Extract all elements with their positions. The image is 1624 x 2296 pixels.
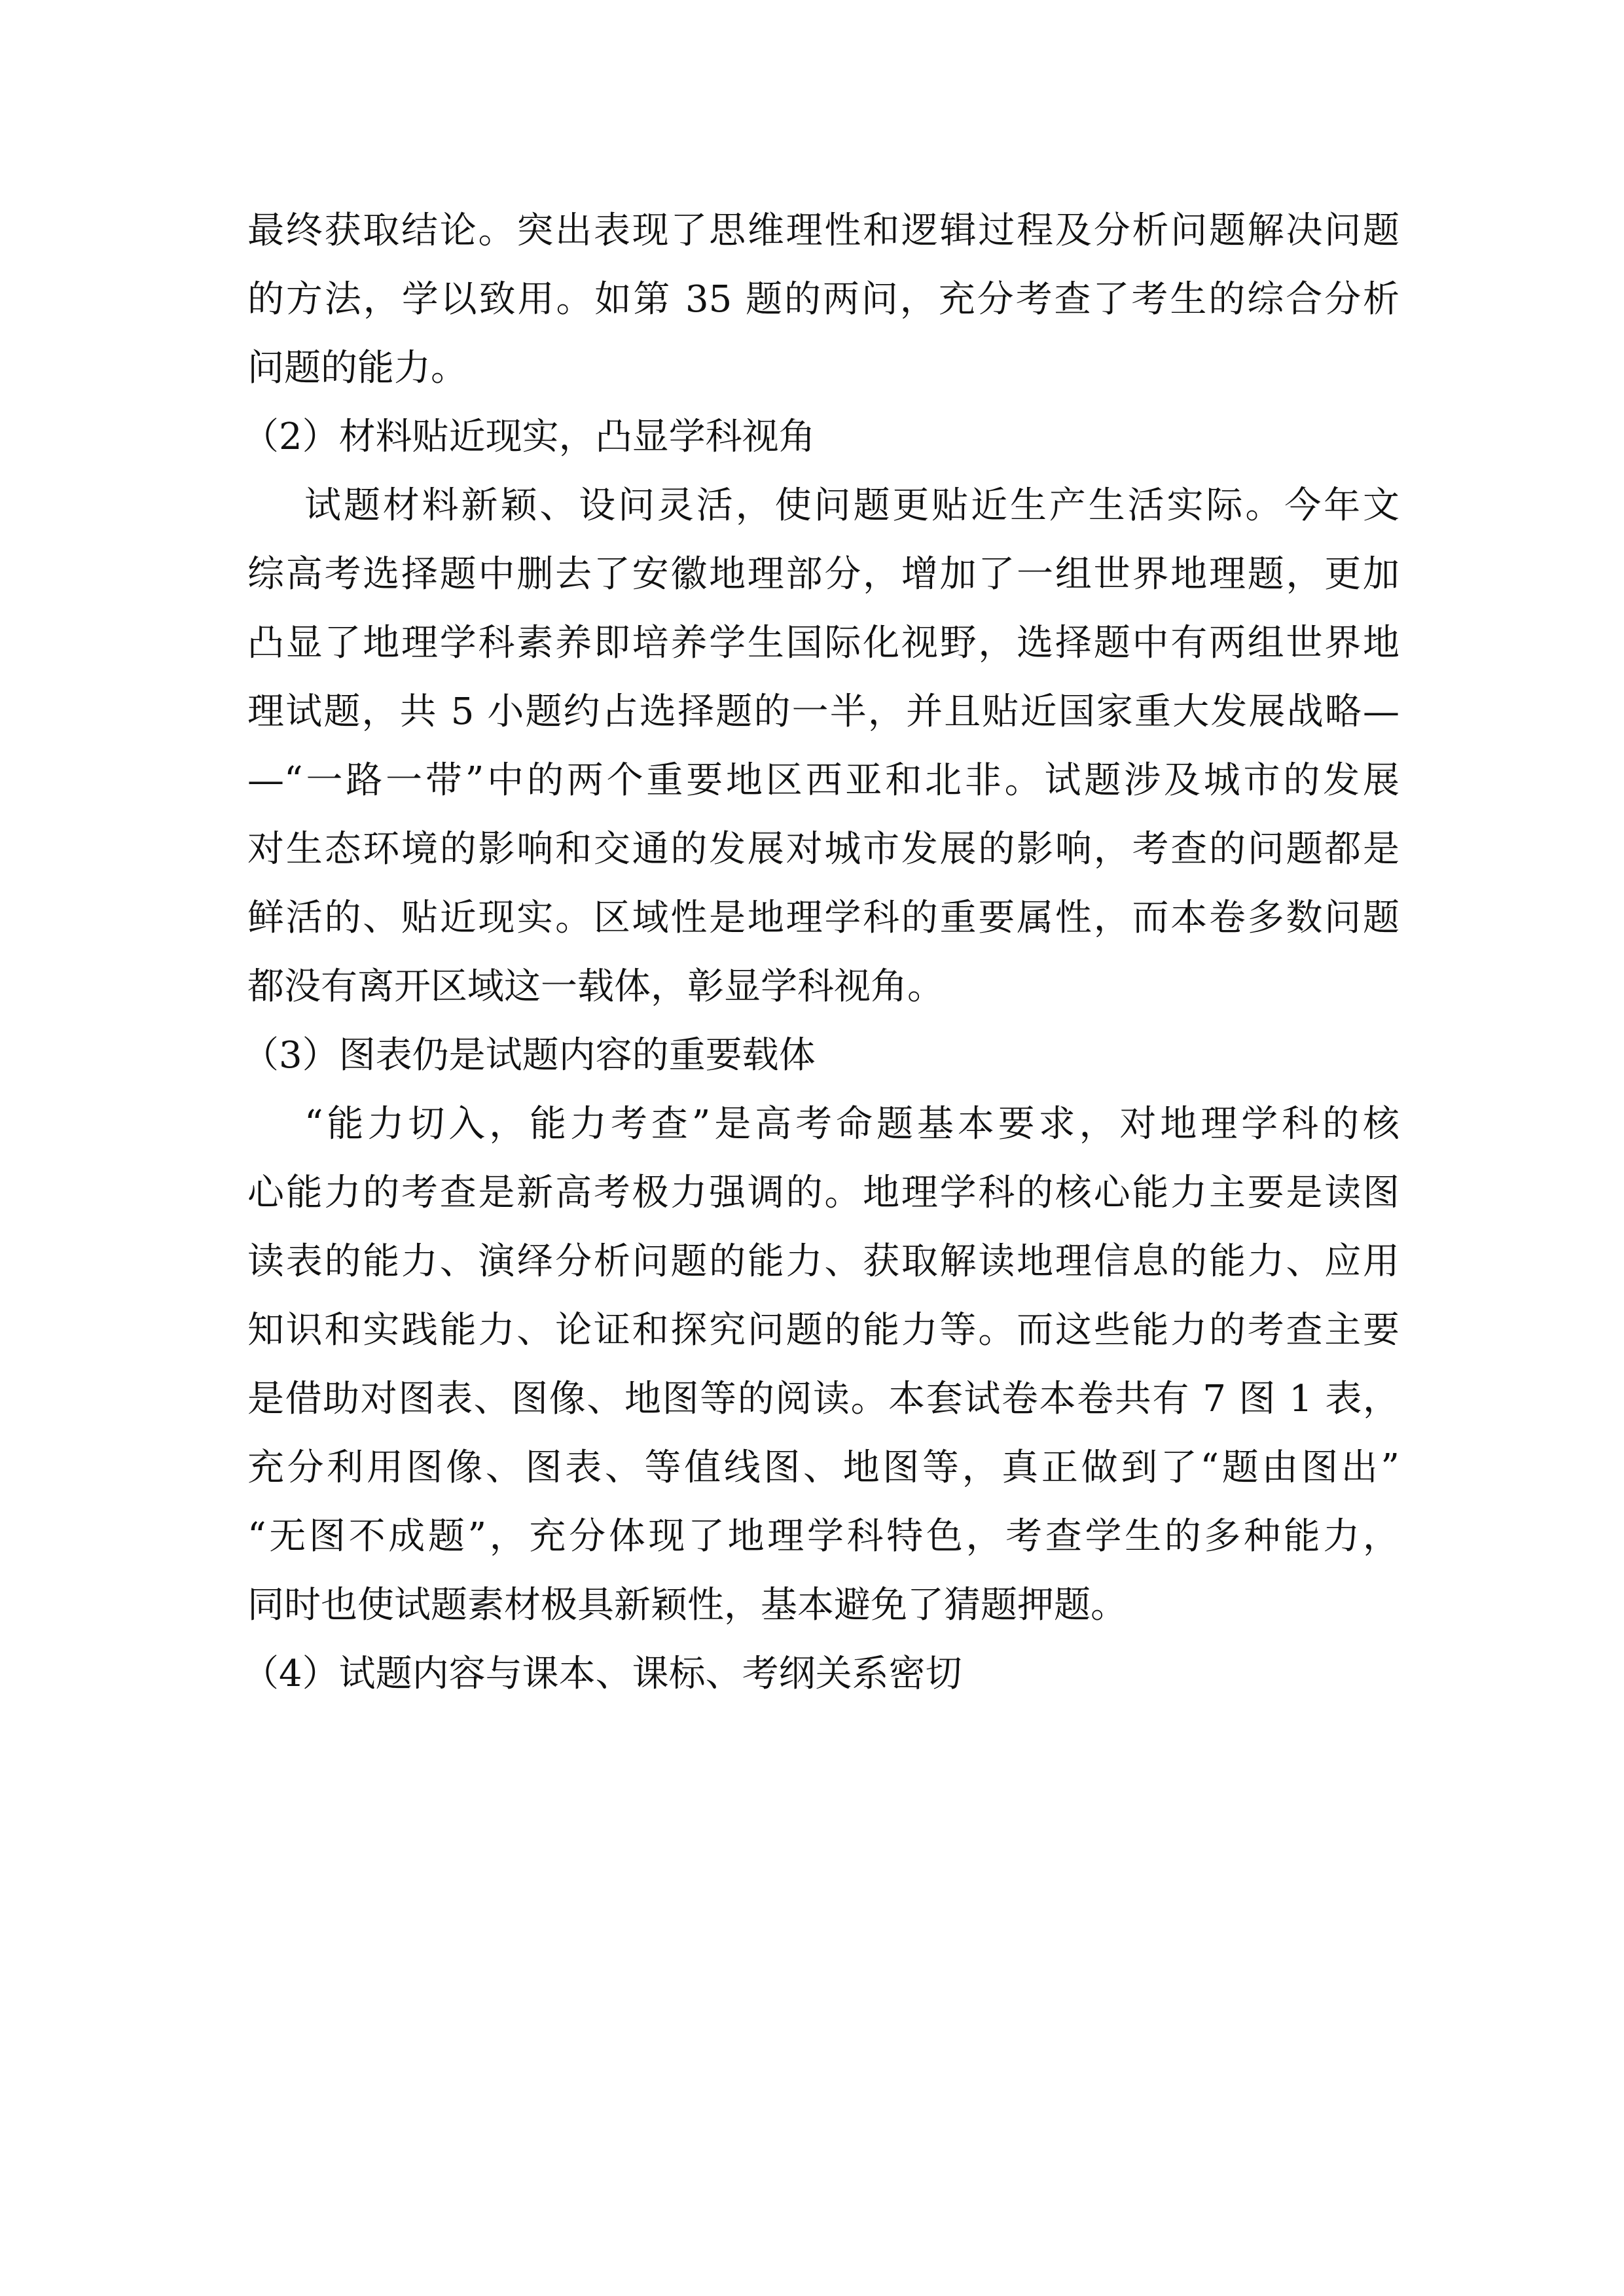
text-line-20: “无图不成题”，充分体现了地理学科特色，考查学生的多种能力， bbox=[247, 1515, 1399, 1558]
text-line-5: 试题材料新颖、设问灵活，使问题更贴近生产生活实际。今年文 bbox=[304, 484, 1399, 527]
text-line-6: 综高考选择题中删去了安徽地理部分，增加了一组世界地理题，更加 bbox=[247, 553, 1399, 596]
section-heading-4: （4）试题内容与课本、课标、考纲关系密切 bbox=[242, 1653, 962, 1695]
text-line-7: 凸显了地理学科素养即培养学生国际化视野，选择题中有两组世界地 bbox=[247, 622, 1399, 664]
text-line-14: “能力切入，能力考查”是高考命题基本要求，对地理学科的核 bbox=[304, 1103, 1399, 1145]
text-line-18: 是借助对图表、图像、地图等的阅读。本套试卷本卷共有 7 图 1 表， bbox=[247, 1378, 1399, 1420]
text-line-12: 都没有离开区域这一载体，彰显学科视角。 bbox=[247, 965, 944, 1008]
text-line-19: 充分利用图像、图表、等值线图、地图等，真正做到了“题由图出” bbox=[247, 1446, 1399, 1489]
text-line-3: 问题的能力。 bbox=[247, 347, 467, 389]
text-line-8: 理试题，共 5 小题约占选择题的一半，并且贴近国家重大发展战略— bbox=[247, 691, 1399, 733]
text-line-1: 最终获取结论。突出表现了思维理性和逻辑过程及分析问题解决问题 bbox=[247, 209, 1399, 252]
text-line-10: 对生态环境的影响和交通的发展对城市发展的影响，考查的问题都是 bbox=[247, 828, 1399, 870]
section-heading-3: （3）图表仍是试题内容的重要载体 bbox=[242, 1034, 816, 1077]
text-line-17: 知识和实践能力、论证和探究问题的能力等。而这些能力的考查主要 bbox=[247, 1309, 1399, 1352]
text-line-11: 鲜活的、贴近现实。区域性是地理学科的重要属性，而本卷多数问题 bbox=[247, 897, 1399, 939]
text-line-9: —“一路一带”中的两个重要地区西亚和北非。试题涉及城市的发展 bbox=[247, 759, 1399, 802]
section-heading-2: （2）材料贴近现实，凸显学科视角 bbox=[242, 416, 816, 458]
text-line-16: 读表的能力、演绎分析问题的能力、获取解读地理信息的能力、应用 bbox=[247, 1240, 1399, 1283]
text-line-15: 心能力的考查是新高考极力强调的。地理学科的核心能力主要是读图 bbox=[247, 1172, 1399, 1214]
text-line-2: 的方法，学以致用。如第 35 题的两问，充分考查了考生的综合分析 bbox=[247, 278, 1399, 321]
text-line-21: 同时也使试题素材极具新颖性，基本避免了猜题押题。 bbox=[247, 1584, 1127, 1626]
